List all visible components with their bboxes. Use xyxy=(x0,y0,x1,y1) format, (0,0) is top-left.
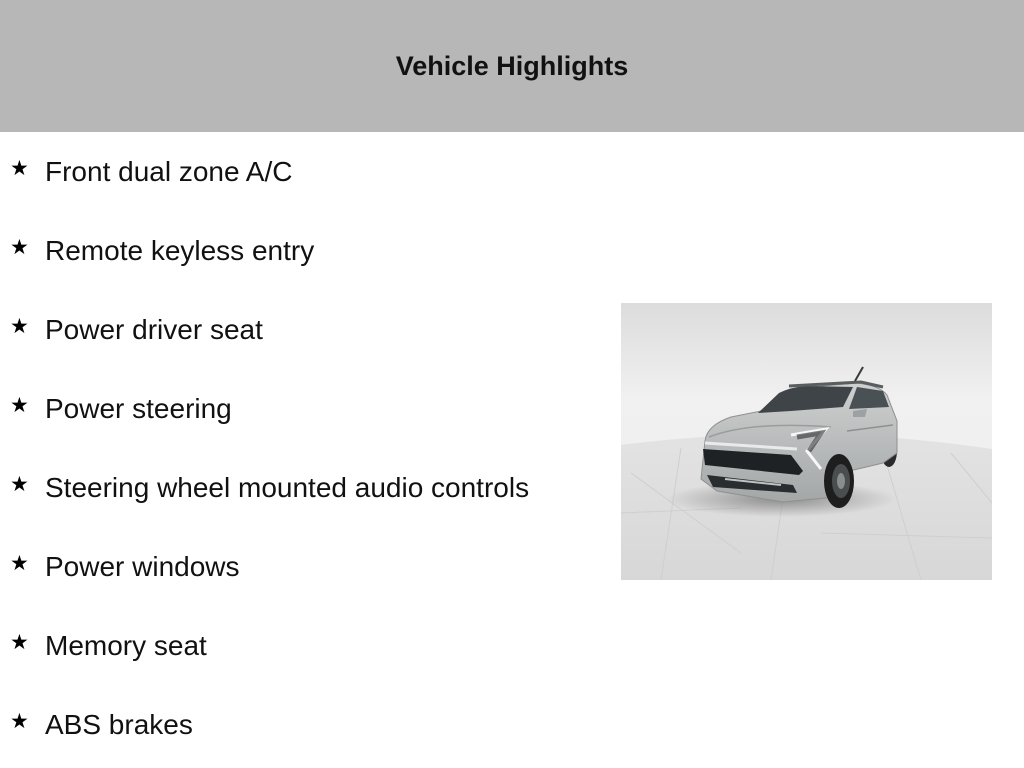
list-item xyxy=(0,448,600,527)
header-banner xyxy=(0,0,1024,132)
star-icon: ★ xyxy=(10,551,29,575)
feature-label: Remote keyless entry xyxy=(45,235,315,266)
star-icon: ★ xyxy=(10,393,29,417)
feature-label: ABS brakes xyxy=(45,709,193,740)
list-item xyxy=(0,369,600,448)
star-icon: ★ xyxy=(10,709,29,733)
list-item xyxy=(0,290,600,369)
star-icon: ★ xyxy=(10,630,29,654)
list-item xyxy=(0,527,600,606)
feature-label: Power driver seat xyxy=(45,314,263,345)
star-icon: ★ xyxy=(10,156,29,180)
feature-label: Power windows xyxy=(45,551,240,582)
list-item xyxy=(0,132,600,211)
vehicle-photo xyxy=(621,303,992,580)
feature-list xyxy=(0,132,600,764)
page-title: Vehicle Highlights xyxy=(395,50,629,81)
feature-label: Memory seat xyxy=(45,630,207,661)
feature-label: Front dual zone A/C xyxy=(45,156,293,187)
star-icon: ★ xyxy=(10,472,29,496)
feature-label: Steering wheel mounted audio controls xyxy=(45,472,530,503)
list-item xyxy=(0,685,600,764)
feature-label: Power steering xyxy=(45,393,232,424)
list-item xyxy=(0,606,600,685)
list-item xyxy=(0,211,600,290)
star-icon: ★ xyxy=(10,235,29,259)
star-icon: ★ xyxy=(10,314,29,338)
